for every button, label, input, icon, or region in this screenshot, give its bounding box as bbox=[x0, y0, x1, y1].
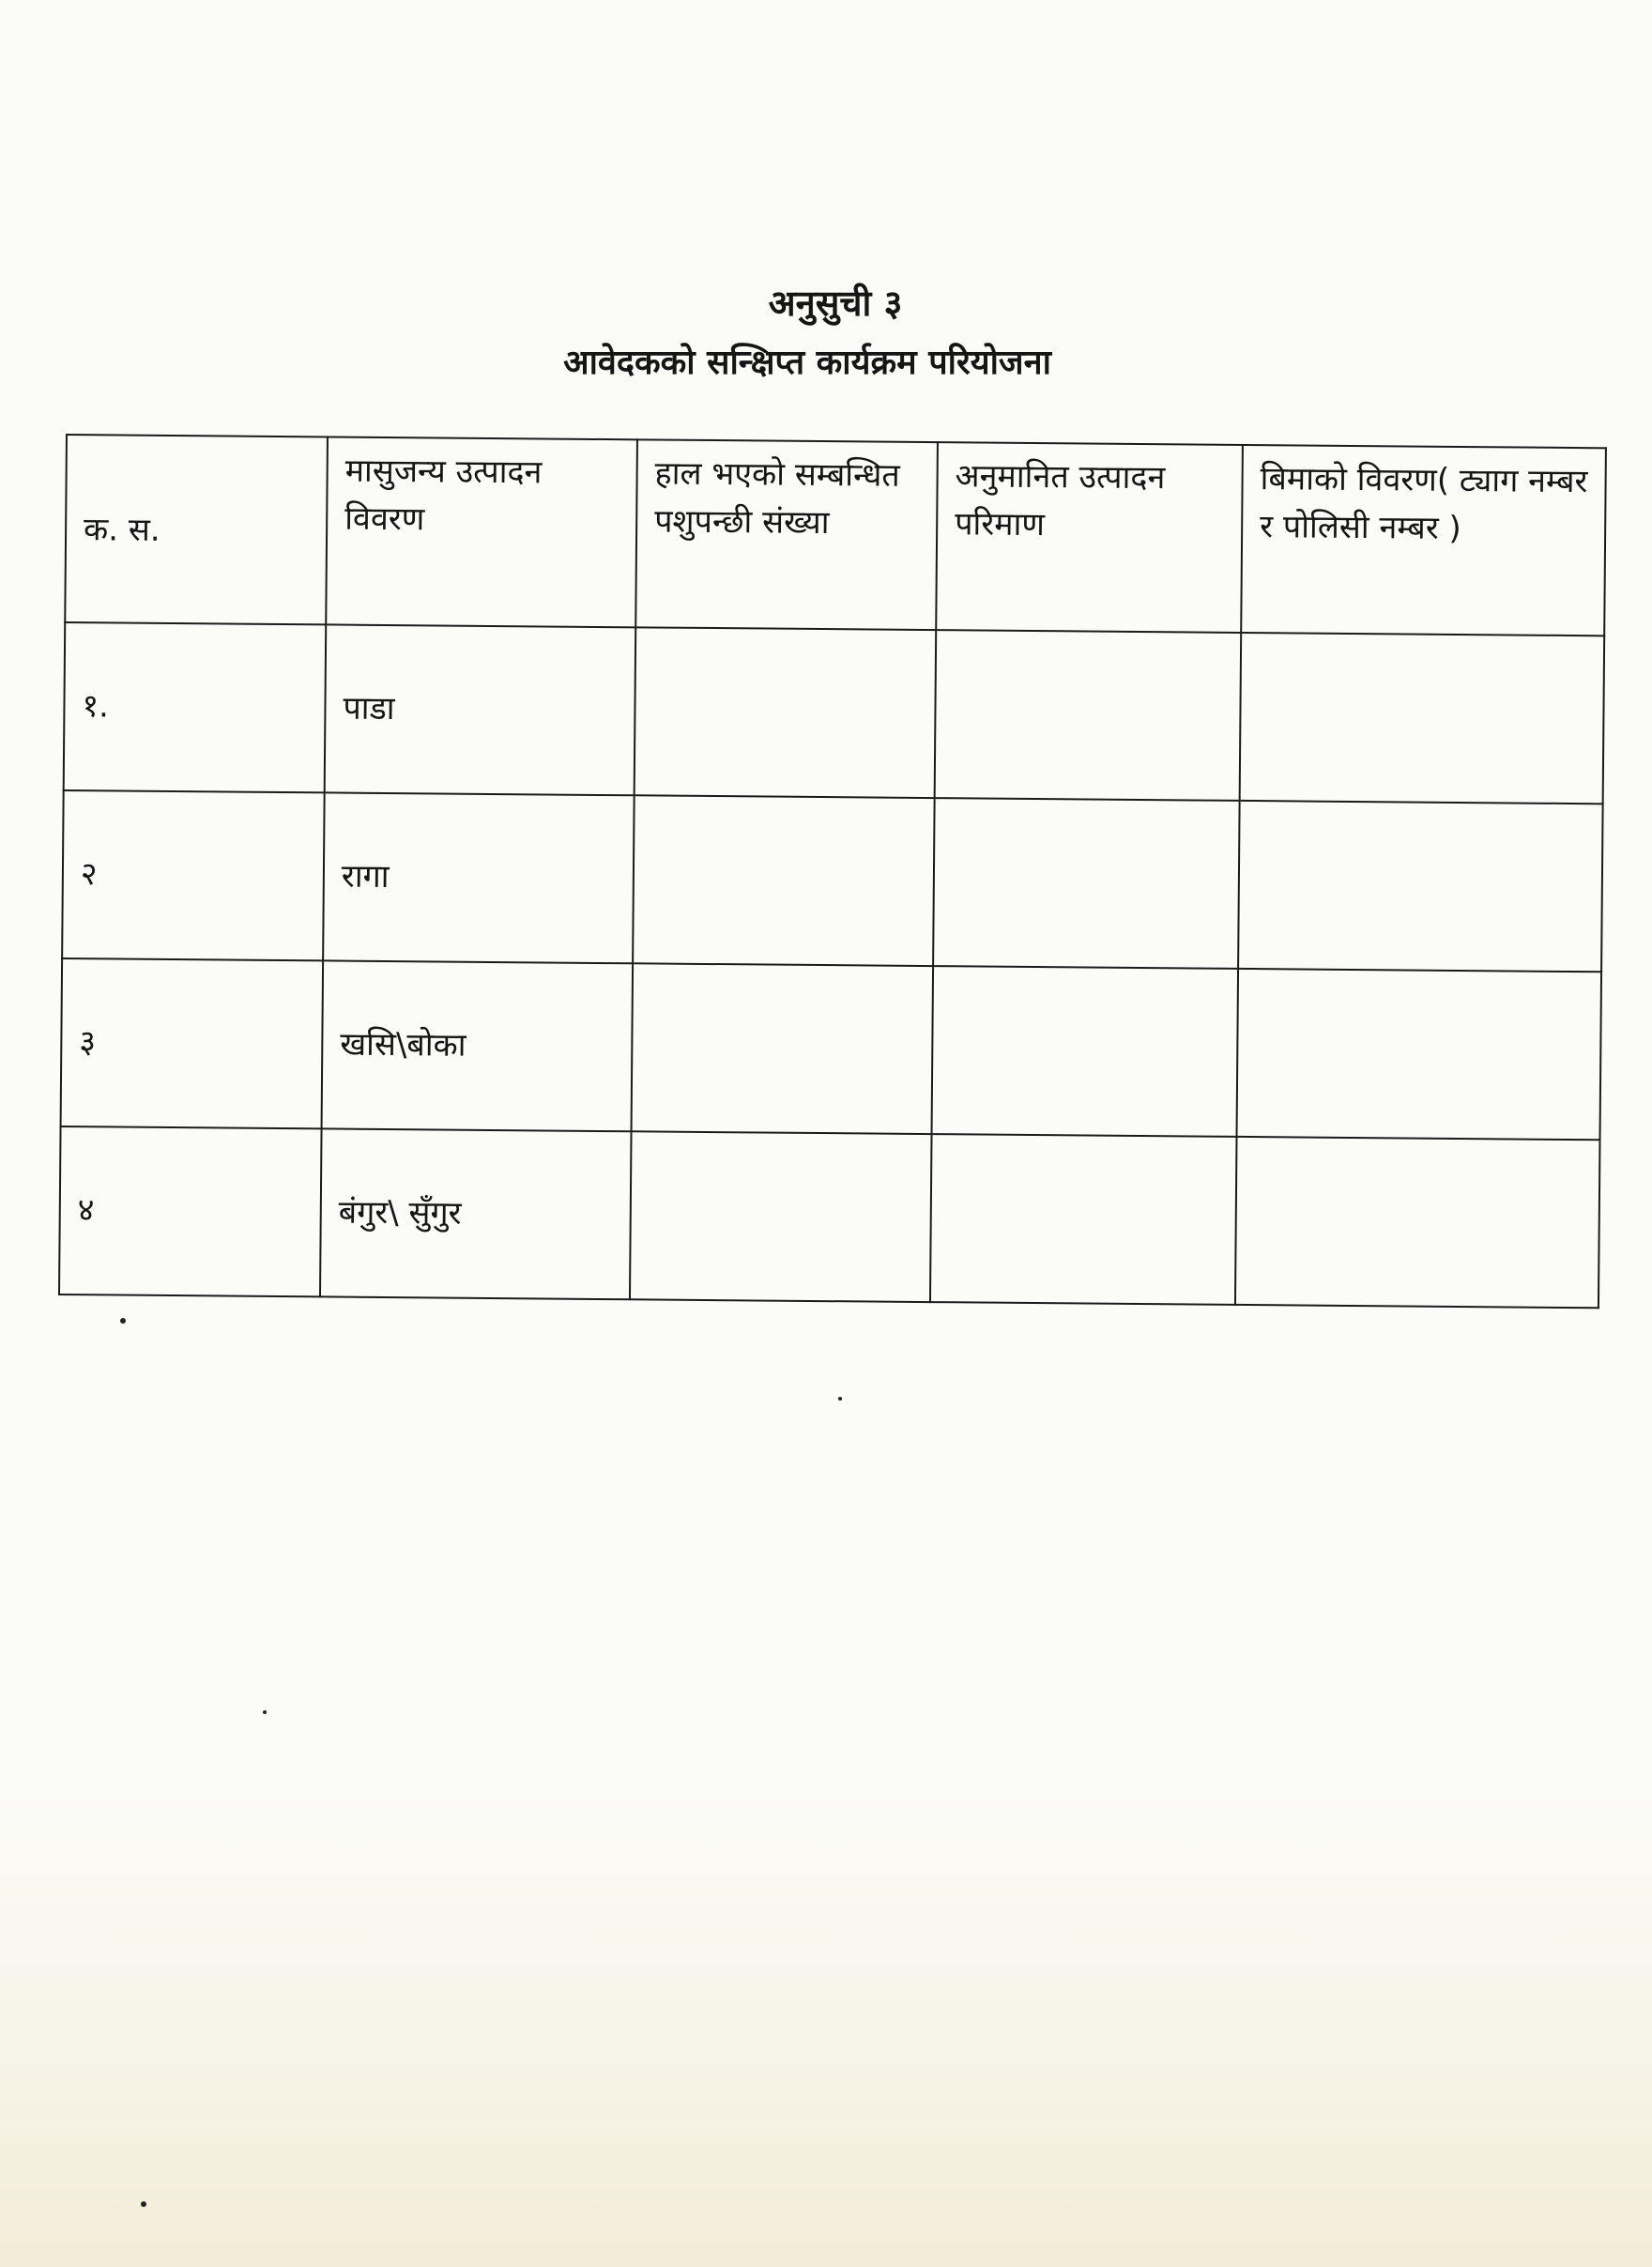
cell-estimated-quantity bbox=[932, 966, 1239, 1137]
cell-estimated-quantity bbox=[935, 630, 1242, 801]
cell-serial-number: ४ bbox=[59, 1126, 322, 1296]
table-row bbox=[62, 790, 1602, 972]
cell-product: खसि\बोका bbox=[322, 960, 634, 1131]
cell-product: पाडा bbox=[325, 624, 636, 795]
cell-serial-number: १. bbox=[64, 622, 327, 792]
cell-livestock-count bbox=[632, 963, 934, 1134]
cell-livestock-count bbox=[633, 795, 935, 966]
table-header-row bbox=[65, 435, 1606, 636]
paper-speck bbox=[838, 1397, 842, 1401]
table-row bbox=[64, 622, 1604, 804]
document-title: अनुसुची ३ bbox=[768, 283, 903, 324]
header-insurance-details: बिमाको विवरण( ट्याग नम्बर र पोलिसी नम्बर ) bbox=[1241, 445, 1606, 636]
cell-livestock-count bbox=[630, 1131, 932, 1302]
cell-livestock-count bbox=[635, 627, 937, 798]
header-serial-number: क. स. bbox=[65, 435, 328, 624]
cell-product: बंगुर\ सुँगुर bbox=[320, 1128, 632, 1299]
cell-serial-number: ३ bbox=[61, 958, 324, 1128]
header-livestock-count: हाल भएको सम्बन्धित पशुपन्छी संख्या bbox=[635, 439, 938, 630]
paper-speck bbox=[263, 1710, 267, 1714]
cell-insurance bbox=[1240, 633, 1605, 804]
cell-insurance bbox=[1238, 801, 1603, 972]
paper-speck bbox=[120, 1318, 126, 1324]
cell-insurance bbox=[1235, 1137, 1600, 1308]
cell-product: रागा bbox=[323, 792, 635, 963]
table-row bbox=[61, 958, 1601, 1140]
header-meat-product: मासुजन्य उत्पादन विवरण bbox=[326, 437, 637, 627]
paper-shading bbox=[0, 1784, 1652, 2267]
table-row bbox=[59, 1126, 1599, 1308]
cell-estimated-quantity bbox=[933, 798, 1240, 969]
cell-estimated-quantity bbox=[930, 1134, 1237, 1305]
cell-insurance bbox=[1237, 969, 1602, 1140]
header-estimated-quantity: अनुमानित उत्पादन परिमाण bbox=[936, 442, 1243, 633]
cell-serial-number: २ bbox=[62, 790, 325, 960]
paper-speck bbox=[141, 2201, 146, 2207]
document-subtitle: आवेदकको सन्क्षिप्त कार्यक्रम परियोजना bbox=[563, 344, 1051, 382]
project-table-container bbox=[58, 434, 1605, 1309]
project-table bbox=[58, 434, 1607, 1309]
